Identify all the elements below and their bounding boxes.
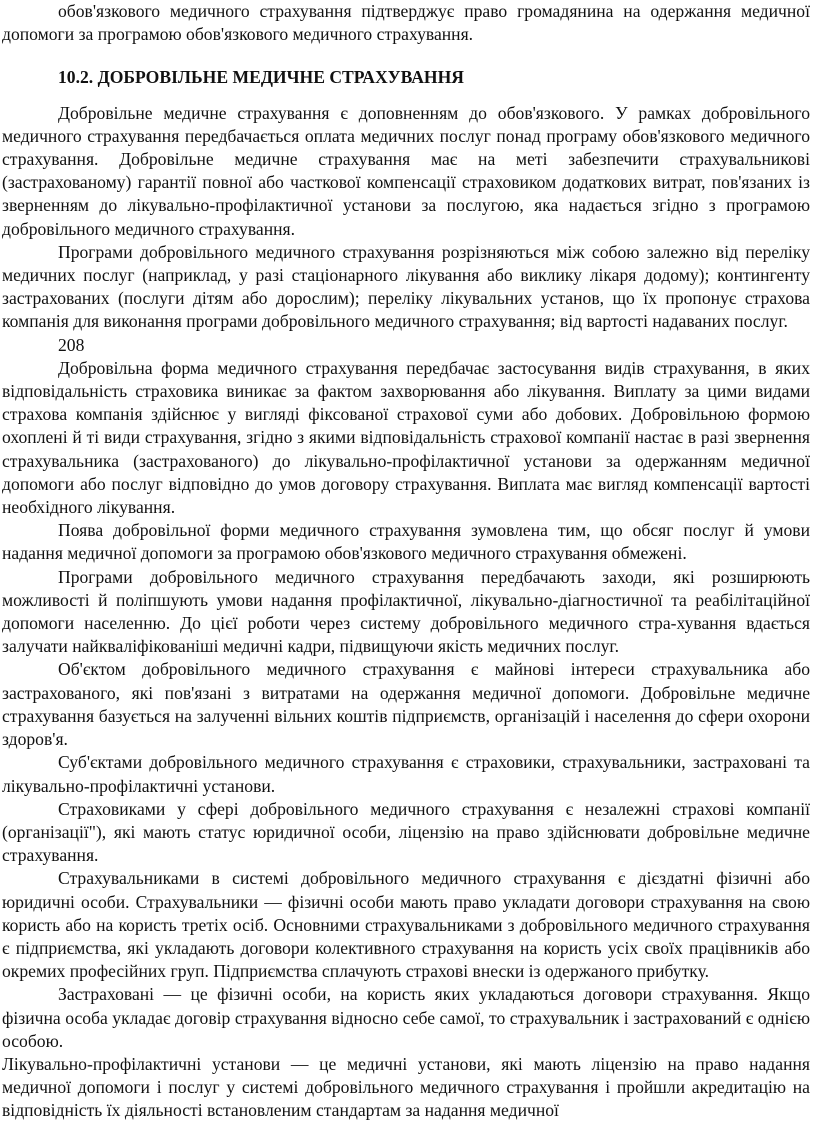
- body-paragraph: Суб'єктами добровільного медичного страхування є страховики, страхувальники, застраховані та лікувально-профілактичні установи.: [2, 752, 810, 796]
- intro-paragraph: обов'язкового медичного страхування підтверджує право громадянина на одержання медичної допомоги за програмою обов'язкового медичного страхування.: [2, 1, 810, 45]
- body-paragraph: Програми добровільного медичного страхування розрізняються між собою залежно від переліку медичних послуг (наприклад, у разі стаціонарного лікування або виклику лікаря додому); контингенту застрахованих (послуги дітям або дорослим); переліку лікувальних установ, що їх пропонує страхова компанія для виконання програми добровільного медичного страхування; від вартості надаваних послуг.: [2, 241, 810, 332]
- body-paragraph: Поява добровільної форми медичного страхування зумовлена тим, що обсяг послуг й умови надання медичної допомоги за програмою обов'язкового медичного страхування обмежені.: [2, 520, 810, 564]
- body-paragraph: Програми добровільного медичного страхування передбачають заходи, які розширюють можливості й поліпшують умови надання профілактичної, лікувально-діагностичної та реабілітаційної допомоги населенню. До цієї роботи через систему добровільного медичного стра-хування вдається залучати найкваліфікованіші медичні кадри, підвищуючи якість медичних послуг.: [2, 566, 810, 657]
- final-paragraph: Лікувально-профілактичні установи — це медичні установи, які мають ліцензію на право надання медичної допомоги і послуг у системі добровільного медичного страхування і пройшли акредитацію на відповідність їх діяльності встановленим стандартам за надання медичної: [2, 1053, 810, 1121]
- body-paragraph: Страховиками у сфері добровільного медичного страхування є незалежні страхові компанії (організації"), які мають статус юридичної особи, ліцензію на право здійснювати добровільне медичне страхування.: [2, 798, 810, 866]
- body-paragraph: Добровільна форма медичного страхування передбачає застосування видів страхування, в яких відповідальність страховика виникає за фактом захворювання або лікування. Виплату за цими видами страхова компанія здійснює у вигляді фіксованої страхової суми або добових. Добровільною формою охоплені й ті види страхування, згідно з якими відповідальність страхової компанії настає в разі звернення страхувальника (застрахованого) до лікувально-профілактичної установи за одержанням медичної допомоги або послуг відповідно до умов договору страхування. Виплата має вигляд компенсації вартості необхідного лікування.: [2, 357, 810, 518]
- body-paragraph: Об'єктом добровільного медичного страхування є майнові інтереси страхувальника або застрахованого, які пов'язані з витратами на одержання медичної допомоги. Добровільне медичне страхування базується на залученні вільних коштів підприємств, організацій і населення до сфери охорони здоров'я.: [2, 659, 810, 750]
- section-heading: 10.2. ДОБРОВІЛЬНЕ МЕДИЧНЕ СТРАХУВАННЯ: [58, 67, 465, 88]
- body-paragraph: Добровільне медичне страхування є доповненням до обов'язкового. У рамках добровільного медичного страхування передбачається оплата медичних послуг понад програму обов'язкового медичного страхування. Добровільне медичне страхування має на меті забезпечити страхувальникові (застрахованому) гарантії повної або часткової компенсації страховиком додаткових витрат, пов'язаних із зверненням до лікувально-профілактичної установи за послугою, яка надається згідно з програмою добровільного медичного страхування.: [2, 102, 810, 239]
- page-number: 208: [58, 334, 85, 355]
- body-paragraph: Застраховані — це фізичні особи, на користь яких укладаються договори страхування. Якщо фізична особа укладає договір страхування відносно себе самої, то страхувальник і застрахований є однією особою.: [2, 984, 810, 1051]
- body-paragraph: Страхувальниками в системі добровільного медичного страхування є дієздатні фізичні або юридичні особи. Страхувальники — фізичні особи мають право укладати договори страхування на свою користь або на користь третіх осіб. Основними страхувальниками з добровільного медичного страхування є підприємства, які укладають договори колективного страхування на користь усіх своїх працівників або окремих професійних груп. Підприємства сплачують страхові внески із одержаного прибутку.: [2, 868, 810, 982]
